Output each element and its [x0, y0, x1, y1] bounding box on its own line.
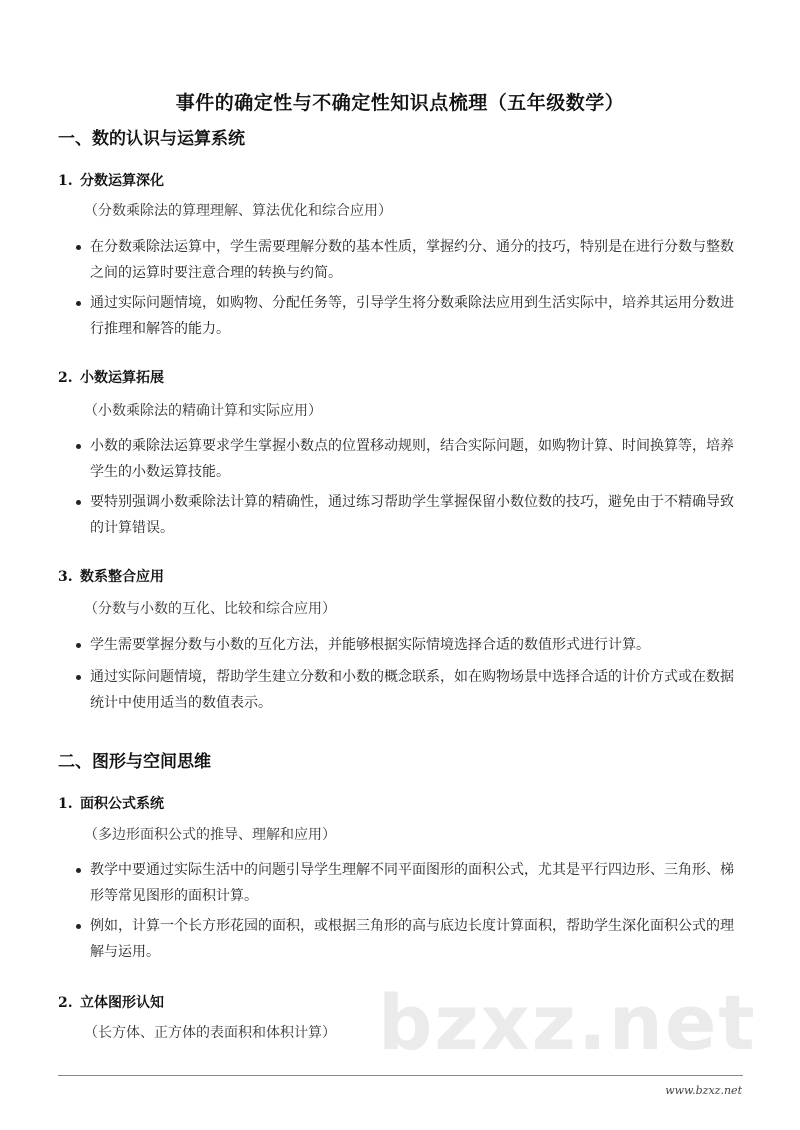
subsection-title: 分数运算深化	[80, 173, 164, 189]
bullet-text: 教学中要通过实际生活中的问题引导学生理解不同平面图形的面积公式，尤其是平行四边形、三角形、梯形等常见图形的面积计算。	[90, 862, 734, 904]
subsection-number: 2.	[58, 370, 73, 386]
list-item	[76, 857, 746, 909]
subsection-subtitle: （长方体、正方体的表面积和体积计算）	[84, 1025, 336, 1041]
bullet-text: 小数的乘除法运算要求学生掌握小数点的位置移动规则，结合实际问题，如购物计算、时间换算等，培养学生的小数运算技能。	[90, 438, 734, 480]
subsection-title: 立体图形认知	[80, 995, 164, 1011]
section-heading: 一、数的认识与运算系统	[58, 129, 245, 149]
subsection-subtitle: （分数与小数的互化、比较和综合应用）	[84, 601, 336, 617]
subsection-heading	[58, 566, 164, 586]
footer-divider	[58, 1075, 743, 1076]
subsection-subtitle: （小数乘除法的精确计算和实际应用）	[84, 403, 322, 419]
subsection-number: 3.	[58, 569, 73, 585]
subsection-subtitle: （多边形面积公式的推导、理解和应用）	[84, 827, 336, 843]
bullet-icon	[76, 675, 81, 680]
list-item	[76, 632, 746, 658]
bullet-text: 要特别强调小数乘除法计算的精确性，通过练习帮助学生掌握保留小数位数的技巧，避免由于不精确导致的计算错误。	[90, 494, 734, 536]
bullet-text: 通过实际问题情境，如购物、分配任务等，引导学生将分数乘除法应用到生活实际中，培养其运用分数进行推理和解答的能力。	[90, 295, 734, 337]
bullet-icon	[76, 301, 81, 306]
list-item	[76, 664, 746, 716]
list-item	[76, 433, 746, 485]
document-title: 事件的确定性与不确定性知识点梳理（五年级数学）	[175, 92, 625, 114]
bullet-text: 在分数乘除法运算中，学生需要理解分数的基本性质，掌握约分、通分的技巧，特别是在进行分数与整数之间的运算时要注意合理的转换与约简。	[90, 239, 734, 281]
watermark: bzxz.net	[378, 978, 757, 1067]
subsection-heading	[58, 170, 164, 190]
list-item	[76, 489, 746, 541]
subsection-number: 1.	[58, 173, 73, 189]
bullet-icon	[76, 924, 81, 929]
footer-url: www.bzxz.net	[665, 1084, 742, 1097]
bullet-text: 通过实际问题情境，帮助学生建立分数和小数的概念联系，如在购物场景中选择合适的计价方式或在数据统计中使用适当的数值表示。	[90, 669, 734, 711]
list-item	[76, 913, 746, 965]
subsection-heading	[58, 992, 164, 1012]
subsection-number: 1.	[58, 796, 73, 812]
subsection-title: 数系整合应用	[80, 569, 164, 585]
list-item	[76, 290, 746, 342]
subsection-number: 2.	[58, 995, 73, 1011]
subsection-subtitle: （分数乘除法的算理理解、算法优化和综合应用）	[84, 203, 392, 219]
bullet-icon	[76, 868, 81, 873]
subsection-title: 小数运算拓展	[80, 370, 164, 386]
bullet-icon	[76, 500, 81, 505]
subsection-title: 面积公式系统	[80, 796, 164, 812]
bullet-text: 学生需要掌握分数与小数的互化方法，并能够根据实际情境选择合适的数值形式进行计算。	[90, 637, 650, 653]
subsection-heading	[58, 793, 164, 813]
list-item	[76, 234, 746, 286]
bullet-icon	[76, 245, 81, 250]
section-heading: 二、图形与空间思维	[58, 752, 211, 772]
bullet-icon	[76, 444, 81, 449]
subsection-heading	[58, 367, 164, 387]
bullet-text: 例如，计算一个长方形花园的面积，或根据三角形的高与底边长度计算面积，帮助学生深化面积公式的理解与运用。	[90, 918, 734, 960]
bullet-icon	[76, 643, 81, 648]
